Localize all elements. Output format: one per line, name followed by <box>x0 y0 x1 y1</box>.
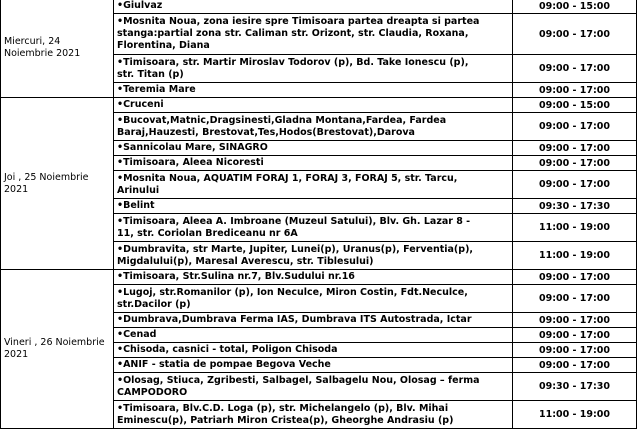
time-interval: 09:30 - 17:30 <box>513 373 637 401</box>
schedule-row <box>1 0 637 14</box>
area-line: •Dumbrava,Dumbrava Ferma IAS, Dumbrava ITS Autostrada, Ictar <box>117 314 472 325</box>
area-cell <box>114 373 513 401</box>
time-interval: 11:00 - 19:00 <box>513 242 637 270</box>
area-line: •Belint <box>117 200 155 211</box>
day-label: Joi , 25 Noiembrie 2021 <box>1 98 114 270</box>
area-cell <box>114 328 513 343</box>
area-cell <box>114 199 513 214</box>
time-interval: 09:00 - 17:00 <box>513 343 637 358</box>
area-cell <box>114 285 513 313</box>
area-line: •Timisoara, str. Martir Miroslav Todorov (p), Bd. Take Ionescu (p), <box>117 56 469 68</box>
time-interval: 09:00 - 15:00 <box>513 98 637 113</box>
time-interval: 09:00 - 17:00 <box>513 141 637 156</box>
area-line: •Timisoara, Aleea A. Imbroane (Muzeul Satului), Blv. Gh. Lazar 8 - <box>117 215 471 227</box>
area-cell <box>114 0 513 14</box>
area-line: •Timisoara, Str.Sulina nr.7, Blv.Sudului nr.16 <box>117 271 355 282</box>
area-cell <box>114 401 513 429</box>
area-cell <box>114 113 513 141</box>
area-cell <box>114 98 513 113</box>
area-cell <box>114 55 513 83</box>
area-line: •Teremia Mare <box>117 84 196 95</box>
schedule-row <box>1 98 637 113</box>
area-cell <box>114 214 513 242</box>
area-line: str.Dacilor (p) <box>117 298 191 310</box>
area-line: •Sannicolau Mare, SINAGRO <box>117 142 268 153</box>
time-interval: 09:00 - 17:00 <box>513 83 637 98</box>
time-interval: 09:00 - 17:00 <box>513 313 637 328</box>
time-interval: 09:00 - 15:00 <box>513 0 637 14</box>
time-interval: 09:00 - 17:00 <box>513 358 637 373</box>
area-cell <box>114 313 513 328</box>
time-interval: 09:00 - 17:00 <box>513 270 637 285</box>
area-line: •Timisoara, Aleea Nicoresti <box>117 157 264 168</box>
area-cell <box>114 14 513 55</box>
time-interval: 09:00 - 17:00 <box>513 328 637 343</box>
schedule-body <box>1 0 637 429</box>
area-line: •ANIF - statia de pompae Begova Veche <box>117 359 331 370</box>
time-interval: 09:00 - 17:00 <box>513 113 637 141</box>
area-cell <box>114 83 513 98</box>
area-line: Eminescu(p), Patriarh Miron Cristea(p), Gheorghe Andrasiu (p) <box>117 414 454 426</box>
time-interval: 11:00 - 19:00 <box>513 214 637 242</box>
day-label: Vineri , 26 Noiembrie 2021 <box>1 270 114 429</box>
time-interval: 09:00 - 17:00 <box>513 285 637 313</box>
area-line: •Cenad <box>117 329 157 340</box>
area-line: •Cruceni <box>117 99 164 110</box>
area-cell <box>114 270 513 285</box>
area-line: •Chisoda, casnici - total, Poligon Chisoda <box>117 344 338 355</box>
area-line: •Mosnita Noua, zona iesire spre Timisoara partea dreapta si partea <box>117 16 480 27</box>
time-interval: 11:00 - 19:00 <box>513 401 637 429</box>
area-line: str. Titan (p) <box>117 68 184 80</box>
area-line: •Bucovat,Matnic,Dragsinesti,Gladna Montana,Fardea, Fardea <box>117 114 447 126</box>
time-interval: 09:00 - 17:00 <box>513 14 637 55</box>
area-line: •Lugoj, str.Romanilor (p), Ion Neculce, Miron Costin, Fdt.Neculce, <box>117 286 468 298</box>
area-line: stanga:partial zona str. Caliman str. Orizont, str. Claudia, Roxana, <box>117 28 469 39</box>
area-cell <box>114 171 513 199</box>
area-line: •Olosag, Stiuca, Zgribesti, Salbagel, Salbagelu Nou, Olosag – ferma <box>117 374 480 386</box>
area-cell <box>114 343 513 358</box>
area-line: •Timisoara, Blv.C.D. Loga (p), str. Michelangelo (p), Blv. Mihai <box>117 402 449 414</box>
area-cell <box>114 242 513 270</box>
area-line: •Giulvaz <box>117 0 163 11</box>
time-interval: 09:00 - 17:00 <box>513 156 637 171</box>
schedule-row <box>1 270 637 285</box>
area-line: Baraj,Hauzesti, Brestovat,Tes,Hodos(Brestovat),Darova <box>117 126 415 138</box>
time-interval: 09:00 - 17:00 <box>513 171 637 199</box>
time-interval: 09:30 - 17:30 <box>513 199 637 214</box>
area-cell <box>114 141 513 156</box>
time-interval: 09:00 - 17:00 <box>513 55 637 83</box>
area-line: CAMPODORO <box>117 386 188 398</box>
area-line: 11, str. Coriolan Brediceanu nr 6A <box>117 227 298 239</box>
area-line: Florentina, Diana <box>117 40 210 51</box>
area-line: Arinului <box>117 184 160 196</box>
area-line: •Mosnita Noua, AQUATIM FORAJ 1, FORAJ 3, FORAJ 5, str. Tarcu, <box>117 172 458 184</box>
area-line: •Dumbravita, str Marte, Jupiter, Lunei(p), Uranus(p), Ferventia(p), <box>117 243 474 255</box>
area-line: Migdalului(p), Maresal Averescu, str. Tiblesului) <box>117 255 374 267</box>
day-label: Miercuri, 24 Noiembrie 2021 <box>1 0 114 98</box>
area-cell <box>114 358 513 373</box>
area-cell <box>114 156 513 171</box>
